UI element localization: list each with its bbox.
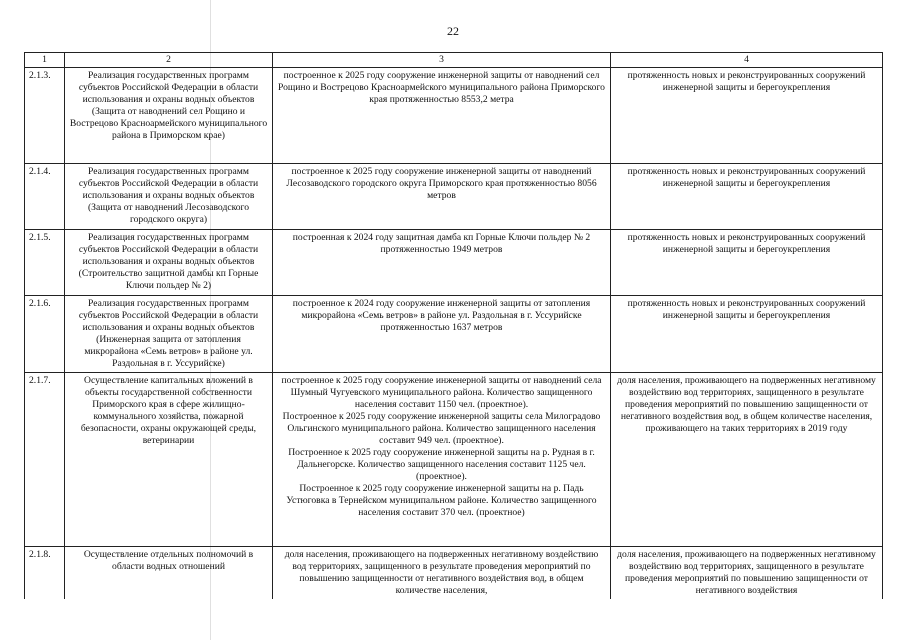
result-paragraph: построенное к 2025 году сооружение инженерной защиты от наводнений села Шумный Чугуевского муниципального района. Количество защищенного населения составит 1150 чел. (проектное). <box>281 375 602 410</box>
expected-result <box>273 547 611 600</box>
measure-name: Осуществление капитальных вложений в объекты государственной собственности Приморского края в сфере жилищно-коммунального хозяйства, пожарной безопасности, охраны окружающей среды, ветеринарии <box>65 373 273 547</box>
column-header-2: 2 <box>65 53 273 68</box>
measures-table <box>24 52 883 599</box>
expected-result <box>273 164 611 230</box>
table-header-row <box>25 53 883 68</box>
indicator: доля населения, проживающего на подверженных негативному воздействию вод территориях, защищенного в результате проведения мероприятий по повышению защищенности от негативного воздействия вод, в общем количестве населения, проживающего на таких территориях в 2019 году <box>611 373 883 547</box>
result-paragraph: Построенное к 2025 году сооружение инженерной защиты села Милоградово Ольгинского муниципального района. Количество защищенного населения составит 949 чел. (проектное). <box>282 411 601 446</box>
column-header-3: 3 <box>273 53 611 68</box>
result-paragraph: Построенное к 2025 году сооружение инженерной защиты на р. Рудная в г. Дальнегорске. Количество защищенного населения составит 1125 чел. (проектное). <box>288 447 595 482</box>
table-row <box>25 68 883 164</box>
measure-name: Реализация государственных программ субъектов Российской Федерации в области использования и охраны водных объектов (Защита от наводнений Лесозаводского городского округа) <box>65 164 273 230</box>
indicator: протяженность новых и реконструированных сооружений инженерной защиты и берегоукрепления <box>611 164 883 230</box>
result-paragraph: Построенное к 2025 году сооружение инженерной защиты на р. Падь Устюговка в Тернейском муниципальном районе. Количество защищенного населения составит 370 чел. (проектное) <box>286 483 597 518</box>
indicator: доля населения, проживающего на подверженных негативному воздействию вод территориях, защищенного в результате проведения мероприятий по повышению защищенности от негативного воздействия <box>611 547 883 600</box>
row-number: 2.1.6. <box>25 296 65 373</box>
measure-name: Реализация государственных программ субъектов Российской Федерации в области использования и охраны водных объектов (Строительство защитной дамбы кп Горные Ключи польдер № 2) <box>65 230 273 296</box>
result-paragraph: построенное к 2025 году сооружение инженерной защиты от наводнений Лесозаводского городского округа Приморского края протяженностью 8056 метров <box>286 166 597 201</box>
table-row <box>25 296 883 373</box>
expected-result <box>273 230 611 296</box>
table-row <box>25 373 883 547</box>
table-row <box>25 230 883 296</box>
result-paragraph: построенная к 2024 году защитная дамба кп Горные Ключи польдер № 2 протяженностью 1949 метров <box>292 232 591 255</box>
indicator: протяженность новых и реконструированных сооружений инженерной защиты и берегоукрепления <box>611 230 883 296</box>
expected-result <box>273 373 611 547</box>
indicator: протяженность новых и реконструированных сооружений инженерной защиты и берегоукрепления <box>611 296 883 373</box>
row-number: 2.1.3. <box>25 68 65 164</box>
row-number: 2.1.4. <box>25 164 65 230</box>
row-number: 2.1.8. <box>25 547 65 600</box>
row-number: 2.1.7. <box>25 373 65 547</box>
row-number: 2.1.5. <box>25 230 65 296</box>
expected-result <box>273 296 611 373</box>
column-header-4: 4 <box>611 53 883 68</box>
indicator: протяженность новых и реконструированных сооружений инженерной защиты и берегоукрепления <box>611 68 883 164</box>
table-row <box>25 164 883 230</box>
measure-name: Реализация государственных программ субъектов Российской Федерации в области использования и охраны водных объектов (Инженерная защита от затопления микрорайона «Семь ветров» в районе ул. Раздольная в г. Уссурийске) <box>65 296 273 373</box>
result-paragraph: доля населения, проживающего на подверженных негативному воздействию вод территориях, защищенного в результате проведения мероприятий по повышению защищенности от негативного воздействия вод, в общем количестве населения, <box>284 549 599 596</box>
expected-result <box>273 68 611 164</box>
measure-name: Реализация государственных программ субъектов Российской Федерации в области использования и охраны водных объектов (Защита от наводнений сел Рощино и Вострецово Красноармейского муниципального района в Приморском крае) <box>65 68 273 164</box>
table-row <box>25 547 883 600</box>
result-paragraph: построенное к 2024 году сооружение инженерной защиты от затопления микрорайона «Семь ветров» в районе ул. Раздольная в г. Уссурийске протяженностью 1637 метров <box>292 298 591 333</box>
measure-name: Осуществление отдельных полномочий в области водных отношений <box>65 547 273 600</box>
result-paragraph: построенное к 2025 году сооружение инженерной защиты от наводнений сел Рощино и Вострецово Красноармейского муниципального района Приморского края протяженностью 8553,2 метра <box>278 70 605 105</box>
page-number: 22 <box>447 24 459 38</box>
column-header-1: 1 <box>25 53 65 68</box>
